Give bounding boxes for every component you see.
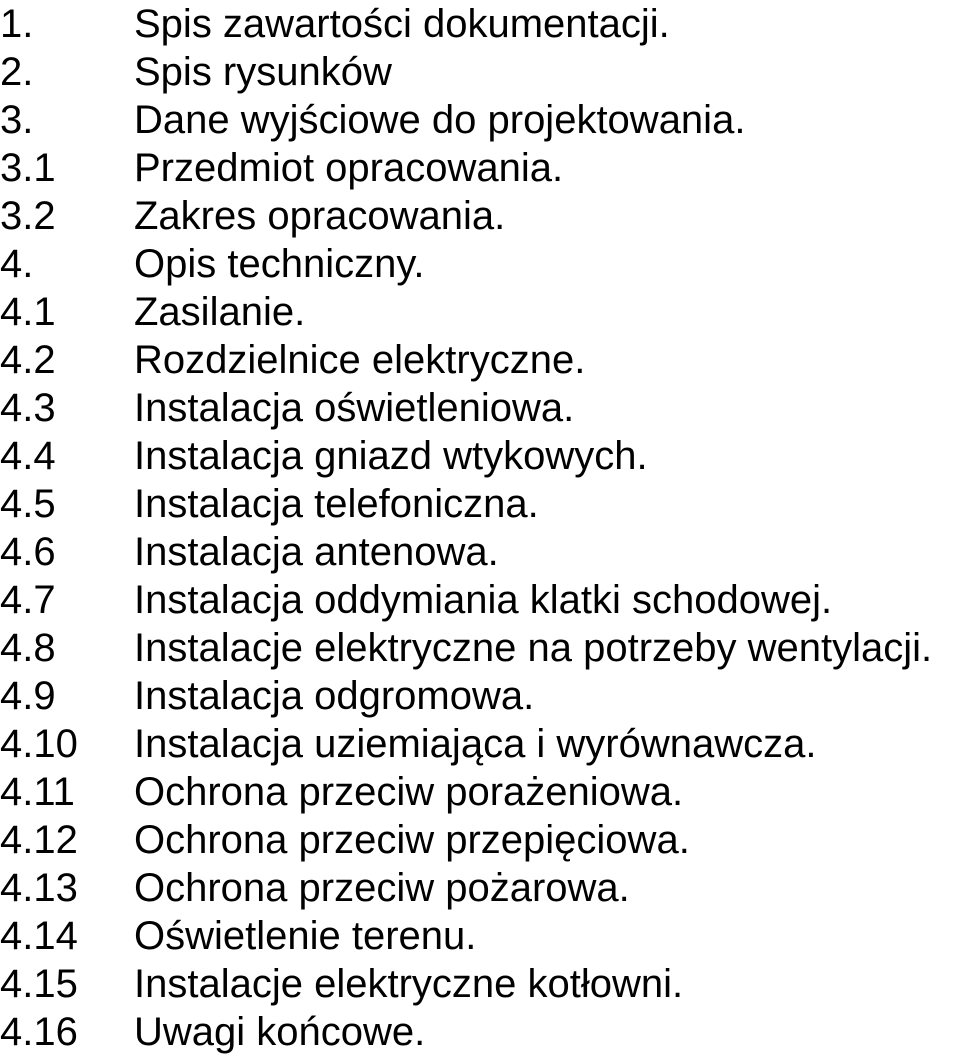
- toc-entry: [0, 480, 960, 528]
- toc-entry-title: Uwagi końcowe.: [134, 1010, 426, 1054]
- toc-entry-title: Ochrona przeciw pożarowa.: [134, 866, 630, 910]
- toc-entry-title: Rozdzielnice elektryczne.: [134, 338, 586, 382]
- toc-entry-number: 4.1: [0, 290, 56, 334]
- toc-entry-number: 4.13: [0, 866, 78, 910]
- toc-entry-title: Oświetlenie terenu.: [134, 914, 477, 958]
- toc-entry-title: Instalacja oddymiania klatki schodowej.: [134, 578, 833, 622]
- toc-entry: [0, 768, 960, 816]
- toc-entry-title: Przedmiot opracowania.: [134, 146, 564, 190]
- toc-entry-number: 4.7: [0, 578, 56, 622]
- toc-entry: [0, 336, 960, 384]
- toc-entry-number: 4.8: [0, 626, 56, 670]
- toc-entry-title: Instalacja antenowa.: [134, 530, 499, 574]
- toc-entry-number: 4.6: [0, 530, 56, 574]
- toc-entry-number: 4.4: [0, 434, 56, 478]
- toc-entry-title: Instalacja odgromowa.: [134, 674, 535, 718]
- toc-entry: [0, 624, 960, 672]
- toc-entry: [0, 240, 960, 288]
- toc-entry-title: Spis rysunków: [134, 50, 392, 94]
- toc-entry-number: 1.: [0, 2, 34, 46]
- toc-entry-number: 4.11: [0, 770, 75, 814]
- toc-entry-number: 4.12: [0, 818, 78, 862]
- toc-entry-title: Zasilanie.: [134, 290, 306, 334]
- toc-entry: [0, 912, 960, 960]
- toc-entry-title: Spis zawartości dokumentacji.: [134, 2, 670, 46]
- toc-entry-number: 3.: [0, 98, 34, 142]
- toc-entry: [0, 192, 960, 240]
- toc-entry-number: 4.15: [0, 962, 78, 1006]
- toc-entry: [0, 576, 960, 624]
- toc-entry-number: 3.2: [0, 194, 56, 238]
- toc-entry-title: Instalacja uziemiająca i wyrównawcza.: [134, 722, 817, 766]
- toc-entry-number: 4.: [0, 242, 34, 286]
- toc-entry-number: 2.: [0, 50, 34, 94]
- toc-entry: [0, 528, 960, 576]
- toc-entry-title: Instalacja telefoniczna.: [134, 482, 539, 526]
- toc-entry: [0, 144, 960, 192]
- toc-entry-title: Instalacja gniazd wtykowych.: [134, 434, 648, 478]
- toc-entry-title: Instalacje elektryczne kotłowni.: [134, 962, 684, 1006]
- toc-entry-title: Zakres opracowania.: [134, 194, 506, 238]
- toc-entry: [0, 432, 960, 480]
- toc-entry: [0, 816, 960, 864]
- toc-entry-number: 4.10: [0, 722, 78, 766]
- toc-entry: [0, 48, 960, 96]
- toc-entry-number: 4.3: [0, 386, 56, 430]
- toc-entry-title: Ochrona przeciw porażeniowa.: [134, 770, 684, 814]
- toc-entry-title: Opis techniczny.: [134, 242, 425, 286]
- toc-entry-title: Instalacje elektryczne na potrzeby wentylacji.: [134, 626, 933, 670]
- toc-entry: [0, 672, 960, 720]
- toc-entry-number: 4.16: [0, 1010, 78, 1054]
- toc-entry-title: Ochrona przeciw przepięciowa.: [134, 818, 690, 862]
- toc-entry: [0, 864, 960, 912]
- toc-entry-number: 4.9: [0, 674, 56, 718]
- toc-entry: [0, 960, 960, 1008]
- toc-entry: [0, 1008, 960, 1056]
- toc-entry: [0, 720, 960, 768]
- toc-entry-title: Instalacja oświetleniowa.: [134, 386, 575, 430]
- toc-entry-number: 3.1: [0, 146, 56, 190]
- toc-entry: [0, 0, 960, 48]
- toc-entry-title: Dane wyjściowe do projektowania.: [134, 98, 746, 142]
- toc-entry: [0, 288, 960, 336]
- toc-entry: [0, 96, 960, 144]
- toc-entry-number: 4.2: [0, 338, 56, 382]
- toc-entry-number: 4.5: [0, 482, 56, 526]
- toc-entry-number: 4.14: [0, 914, 78, 958]
- toc-entry: [0, 384, 960, 432]
